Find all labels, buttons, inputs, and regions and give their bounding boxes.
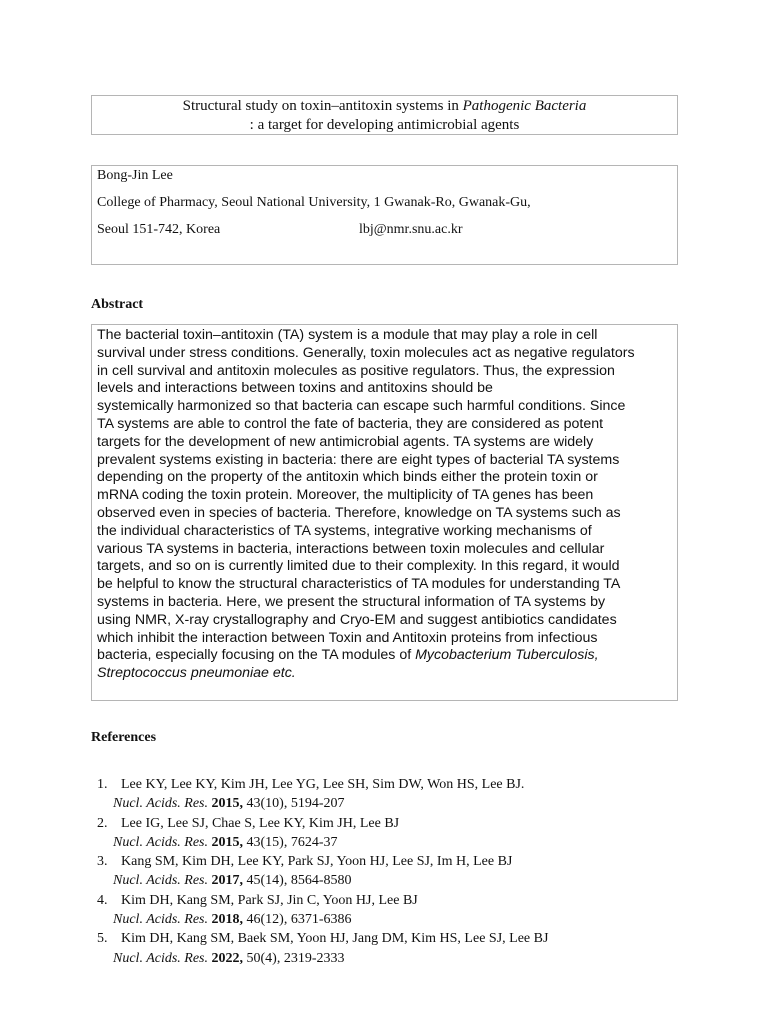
reference-detail: 45(14), 8564-8580 <box>243 873 352 889</box>
reference-detail: 43(10), 5194-207 <box>243 796 345 812</box>
reference-item <box>97 775 548 814</box>
title-text: Structural study on toxin–antitoxin systems in <box>182 98 463 114</box>
abstract-species-1: Mycobacterium Tuberculosis, <box>415 647 599 664</box>
reference-number: 3. <box>97 854 108 870</box>
abstract-last-text: bacteria, especially focusing on the TA modules of <box>97 647 416 664</box>
reference-year: 2017, <box>211 873 244 889</box>
reference-citation-line <box>97 910 548 929</box>
reference-authors: Kang SM, Kim DH, Lee KY, Park SJ, Yoon HJ, Lee SJ, Im H, Lee BJ <box>121 854 513 870</box>
abstract-line <box>97 665 672 683</box>
abstract-line: in cell survival and antitoxin molecules as positive regulators. Thus, the expression <box>97 362 615 379</box>
reference-authors: Kim DH, Kang SM, Park SJ, Jin C, Yoon HJ, Lee BJ <box>121 892 418 908</box>
title-italic: Pathogenic Bacteria <box>462 98 587 114</box>
reference-item <box>97 814 548 853</box>
reference-authors: Lee KY, Lee KY, Kim JH, Lee YG, Lee SH, Sim DW, Won HS, Lee BJ. <box>121 777 525 792</box>
reference-detail: 43(15), 7624-37 <box>243 834 338 850</box>
reference-journal: Nucl. Acids. Res. <box>113 912 209 928</box>
reference-authors: Lee IG, Lee SJ, Chae S, Lee KY, Kim JH, Lee BJ <box>121 815 400 831</box>
reference-item <box>97 929 548 968</box>
reference-journal: Nucl. Acids. Res. <box>113 950 209 966</box>
title-line-2: : a target for developing antimicrobial agents <box>249 117 520 133</box>
abstract-species-2: Streptococcus pneumoniae etc. <box>97 665 296 682</box>
abstract-line: which inhibit the interaction between Toxin and Antitoxin proteins from infectious <box>97 629 598 646</box>
reference-citation-line <box>97 833 548 852</box>
reference-year: 2015, <box>211 834 244 850</box>
author-affiliation: College of Pharmacy, Seoul National University, 1 Gwanak-Ro, Gwanak-Gu, <box>97 195 531 210</box>
abstract-line <box>97 647 672 665</box>
abstract-line: systemically harmonized so that bacteria can escape such harmful conditions. Since <box>97 398 626 415</box>
abstract-box <box>91 324 678 701</box>
abstract-body <box>97 327 672 647</box>
reference-authors: Kim DH, Kang SM, Baek SM, Yoon HJ, Jang DM, Kim HS, Lee SJ, Lee BJ <box>121 931 549 947</box>
abstract-line: be helpful to know the structural characteristics of TA modules for understanding TA <box>97 576 621 593</box>
abstract-line: systems in bacteria. Here, we present the structural information of TA systems by <box>97 593 606 610</box>
reference-citation-line <box>97 871 548 890</box>
title-box <box>91 95 678 135</box>
abstract-line: depending on the property of the antitoxin which binds either the protein toxin or <box>97 469 598 486</box>
author-email: lbj@nmr.snu.ac.kr <box>359 222 463 237</box>
reference-authors-line <box>97 775 548 794</box>
reference-number: 4. <box>97 892 108 908</box>
reference-journal: Nucl. Acids. Res. <box>113 873 209 889</box>
author-name: Bong-Jin Lee <box>97 168 173 183</box>
reference-authors-line <box>97 929 548 948</box>
abstract-line: mRNA coding the toxin protein. Moreover, the multiplicity of TA genes has been <box>97 487 594 504</box>
reference-authors-line <box>97 814 548 833</box>
author-box <box>91 165 678 265</box>
abstract-line: targets, and so on is currently limited due to their complexity. In this regard, it would <box>97 558 620 575</box>
reference-citation-line <box>97 794 548 813</box>
reference-number: 2. <box>97 815 108 831</box>
references-heading: References <box>91 730 157 745</box>
abstract-line: targets for the development of new antimicrobial agents. TA systems are widely <box>97 433 594 450</box>
reference-authors-line <box>97 852 548 871</box>
abstract-line: survival under stress conditions. Generally, toxin molecules act as negative regulators <box>97 344 635 361</box>
reference-journal: Nucl. Acids. Res. <box>113 796 209 812</box>
reference-item <box>97 891 548 930</box>
title-line-1 <box>92 97 677 116</box>
reference-year: 2022, <box>211 950 244 966</box>
reference-number: 1. <box>97 777 108 792</box>
abstract-line: the individual characteristics of TA systems, integrative working mechanisms of <box>97 522 592 539</box>
author-city: Seoul 151-742, Korea <box>97 222 221 237</box>
abstract-line: levels and interactions between toxins and antitoxins should be <box>97 380 493 397</box>
reference-year: 2018, <box>211 912 244 928</box>
reference-item <box>97 852 548 891</box>
abstract-line: The bacterial toxin–antitoxin (TA) system is a module that may play a role in cell <box>97 327 598 343</box>
reference-number: 5. <box>97 931 108 947</box>
abstract-line: TA systems are able to control the fate of bacteria, they are considered as potent <box>97 415 604 432</box>
abstract-heading: Abstract <box>91 297 144 312</box>
abstract-line: prevalent systems existing in bacteria: there are eight types of bacterial TA systems <box>97 451 620 468</box>
reference-journal: Nucl. Acids. Res. <box>113 834 209 850</box>
reference-authors-line <box>97 891 548 910</box>
abstract-line: observed even in species of bacteria. Therefore, knowledge on TA systems such as <box>97 504 621 521</box>
reference-detail: 50(4), 2319-2333 <box>243 950 345 966</box>
abstract-line: various TA systems in bacteria, interactions between toxin molecules and cellular <box>97 540 605 557</box>
reference-citation-line <box>97 949 548 968</box>
author-address <box>97 222 463 238</box>
reference-year: 2015, <box>211 796 244 812</box>
abstract-line: using NMR, X-ray crystallography and Cryo-EM and suggest antibiotics candidates <box>97 611 617 628</box>
references-list <box>97 775 548 968</box>
reference-detail: 46(12), 6371-6386 <box>243 912 352 928</box>
